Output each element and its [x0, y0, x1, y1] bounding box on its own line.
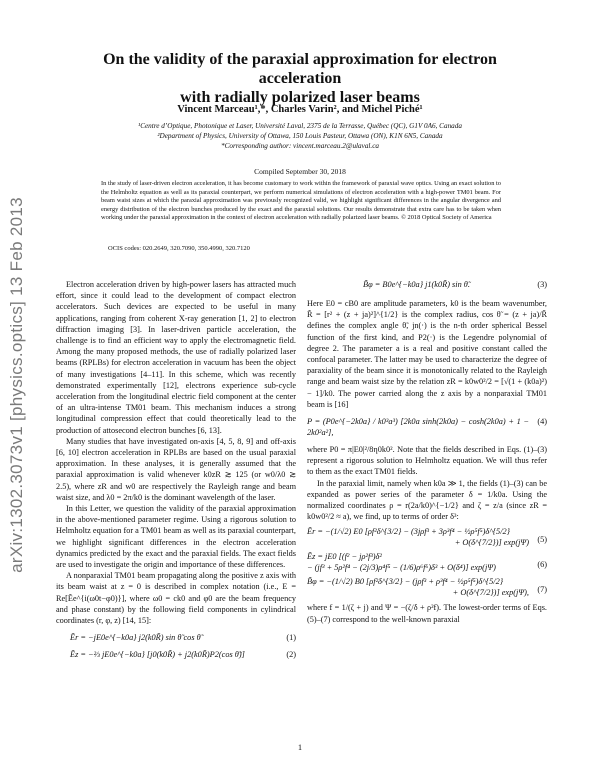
- corresponding-author: *Corresponding author: vincent.marceau.2@ulaval.ca: [221, 142, 379, 150]
- equation-3-number: (3): [537, 280, 547, 289]
- equation-6-number: (6): [537, 560, 547, 570]
- abstract: In the study of laser-driven electron acceleration, it has become customary to work within the framework of paraxial wave optics. Using an exact solution to the Helmholtz equation as well as its paraxial counterpart, we perform numerical simulations of electron acceleration with a high-power TM01 beam. For beam waist sizes at which the paraxial approximation was previously recognized valid, we highlight significant differences in the angular divergence and energy distribution of the electron bunches produced by the exact and the paraxial solutions. Our results demonstrate that extra care has to be taken when working under the paraxial approximation in the context of electron acceleration with radially polarized laser beams. © 2018 Optical Society of America: [101, 180, 501, 222]
- equation-2-number: (2): [286, 650, 296, 660]
- left-para-4: A nonparaxial TM01 beam propagating along the positive z axis with its beam waist at z = 0 is described in complex notation (i.e., E = Re[Ẽe^{i(ω0t−φ0)}], where ω0 = ck0 and φ0 are the beam frequency and phase constant) by the following field components in cylindrical coordinates (r, φ, z) [14, 15]:: [56, 571, 296, 626]
- right-para-4: where f = 1/(ζ + j) and Ψ = −(ζ/δ + ρ²f). The lowest-order terms of Eqs. (5)–(7) correspond to the well-known paraxial: [307, 603, 547, 624]
- equation-4-number: (4): [537, 417, 547, 427]
- equation-5-line-1: Ẽr = −(1/√2) E0 [ρf²δ^{3/2} − (3jρf³ + 3ρ³f⁴ − ½ρ⁵f⁵)δ^{5/2}: [307, 527, 510, 537]
- right-para-1: Here E0 = cB0 are amplitude parameters, k0 is the beam wavenumber, R̃ = [r² + (z + ja)²]^{1/2} is the complex radius, cos θ̃ = (z + ja)/R̃ defines the complex angle θ̃, jn(·) is the n-th order spherical Bessel function of the first kind, and P2(·) is the Legendre polynomial of degree 2. The parameter a is a real and positive constant called the confocal parameter. The latter may be used to characterize the degree of paraxiality of the beam since it is monotonically related to the Rayleigh range and beam waist size by the relation zR = k0w0²/2 = [√(1 + (k0a)²) − 1]/k0. The power carried along the z axis by a nonparaxial TM01 beam is [16]: [307, 299, 547, 409]
- paper-title: [60, 50, 540, 107]
- affiliation-1: ¹Centre d’Optique, Photonique et Laser, Université Laval, 2375 de la Terrasse, Québec (QC), G1V 0A6, Canada: [138, 122, 462, 130]
- equation-7-line-2: + O(δ^{7/2})] exp(jΨ),: [452, 588, 529, 598]
- equation-2: [56, 649, 296, 660]
- equation-1: [56, 632, 296, 643]
- equation-6: [307, 551, 547, 573]
- equation-3: [307, 279, 547, 290]
- equation-1-number: (1): [286, 633, 296, 643]
- equation-5-number: (5): [537, 535, 547, 545]
- authors: Vincent Marceau¹,*, Charles Varin², and Michel Piché¹: [177, 104, 423, 115]
- right-column: [307, 279, 547, 625]
- equation-6-line-2: − (jf³ + 5ρ²f⁴ − (2j/3)ρ⁴f⁵ − (1/6)ρ⁶f⁶)δ³ + O(δ⁴)] exp(jΨ): [307, 563, 496, 573]
- left-para-2: Many studies that have investigated on-axis [4, 5, 8, 9] and off-axis [6, 10] electron acceleration in RPLBs are based on the usual paraxial approximation. In these analyses, it is generally assumed that the paraxial approximation is valid whenever k0zR ≳ 125 (or w0/λ0 ≳ 2.5), where zR and w0 are respectively the Rayleigh range and beam waist size, and λ0 = 2π/k0 is the dominant wavelength of the laser.: [56, 436, 296, 502]
- equation-1-body: Ẽr = −jE0e^{−k0a} j2(k0R̃) sin θ̃ cos θ̃: [70, 633, 201, 643]
- affiliation-2: ²Department of Physics, University of Ottawa, 150 Louis Pasteur, Ottawa (ON), K1N 6N5, Canada: [157, 132, 443, 140]
- equation-4: [307, 416, 547, 438]
- equation-5-line-2: + O(δ^{7/2})] exp(jΨ): [454, 538, 529, 548]
- left-column: [56, 279, 296, 660]
- right-para-2: where P0 = π|E0|²/8η0k0². Note that the fields described in Eqs. (1)–(3) represent a rigorous solution to Helmholtz equation. We will thus refer to them as the exact TM01 fields.: [307, 445, 547, 477]
- equation-7-number: (7): [537, 585, 547, 595]
- arxiv-stamp: [0, 150, 34, 620]
- title-line-2: with radially polarized laser beams: [180, 89, 420, 106]
- equation-2-body: Ẽz = −⅔ jE0e^{−k0a} [j0(k0R̃) + j2(k0R̃)P2(cos θ̃)]: [70, 650, 245, 660]
- ocis-codes: OCIS codes: 020.2649, 320.7090, 350.4990, 320.7120: [108, 245, 250, 252]
- title-line-1: On the validity of the paraxial approximation for electron acceleration: [103, 51, 497, 87]
- equation-7: [307, 576, 547, 598]
- arxiv-id: arXiv:1302.3073v1 [physics.optics] 13 Feb 2013: [7, 197, 26, 573]
- left-para-1: Electron acceleration driven by high-power lasers has attracted much effort, since it could lead to the development of compact electron accelerators. Such devices are expected to be useful in many applications, ranging from coherent X-ray generation [1, 2] to electron diffraction imaging [3]. In laser-driven particle acceleration, the challenge is to find an efficient way to apply the electromagnetic field. Among the many proposed methods, the use of radially polarized laser beams (RPLBs) for electron acceleration in vacuum has been the object of many investigations [4–11]. In this scheme, which was recently demonstrated experimentally [12], electrons experience sub-cycle acceleration from the longitudinal electric field component at the center of an ultra-intense TM01 beam. This mechanism induces a strong longitudinal compression effect that could theoretically lead to the production of attosecond electron bunches [6, 13].: [56, 280, 296, 435]
- equation-6-line-1: Ẽz = jE0 [(f² − jρ²f³)δ²: [307, 552, 382, 562]
- left-para-3: In this Letter, we question the validity of the paraxial approximation in the above-mentioned parameter regime. Using a rigorous solution to Helmholtz equation for a TM01 beam as well as its paraxial counterpart, we highlight significant differences in the electron acceleration dynamics predicted by the exact and the paraxial fields. The exact fields are used to investigate the origin and importance of these differences.: [56, 504, 296, 570]
- equation-7-line-1: B̃φ = −(1/√2) B0 [ρf²δ^{3/2} − (jρf³ + ρ³f⁴ − ½ρ⁵f⁵)δ^{5/2}: [307, 577, 504, 587]
- right-para-3: In the paraxial limit, namely when k0a ≫ 1, the fields (1)–(3) can be expanded as power series of the parameter δ = 1/k0a. Using the normalized coordinates ρ = r(2a/k0)^{−1/2} and ζ = z/a (since zR = k0w0²/2 ≈ a), we find, up to terms of order δ³:: [307, 478, 547, 522]
- equation-3-body: B̃φ = B0e^{−k0a} j1(k0R̃) sin θ̃.: [363, 280, 470, 289]
- page-number: 1: [297, 742, 303, 752]
- compiled-date: Compiled September 30, 2018: [254, 167, 346, 176]
- equation-4-body: P = (P0e^{−2k0a} / k0³a³) [2k0a sinh(2k0a) − cosh(2k0a) + 1 − 2k0²a²],: [307, 417, 529, 438]
- equation-5: [307, 526, 547, 548]
